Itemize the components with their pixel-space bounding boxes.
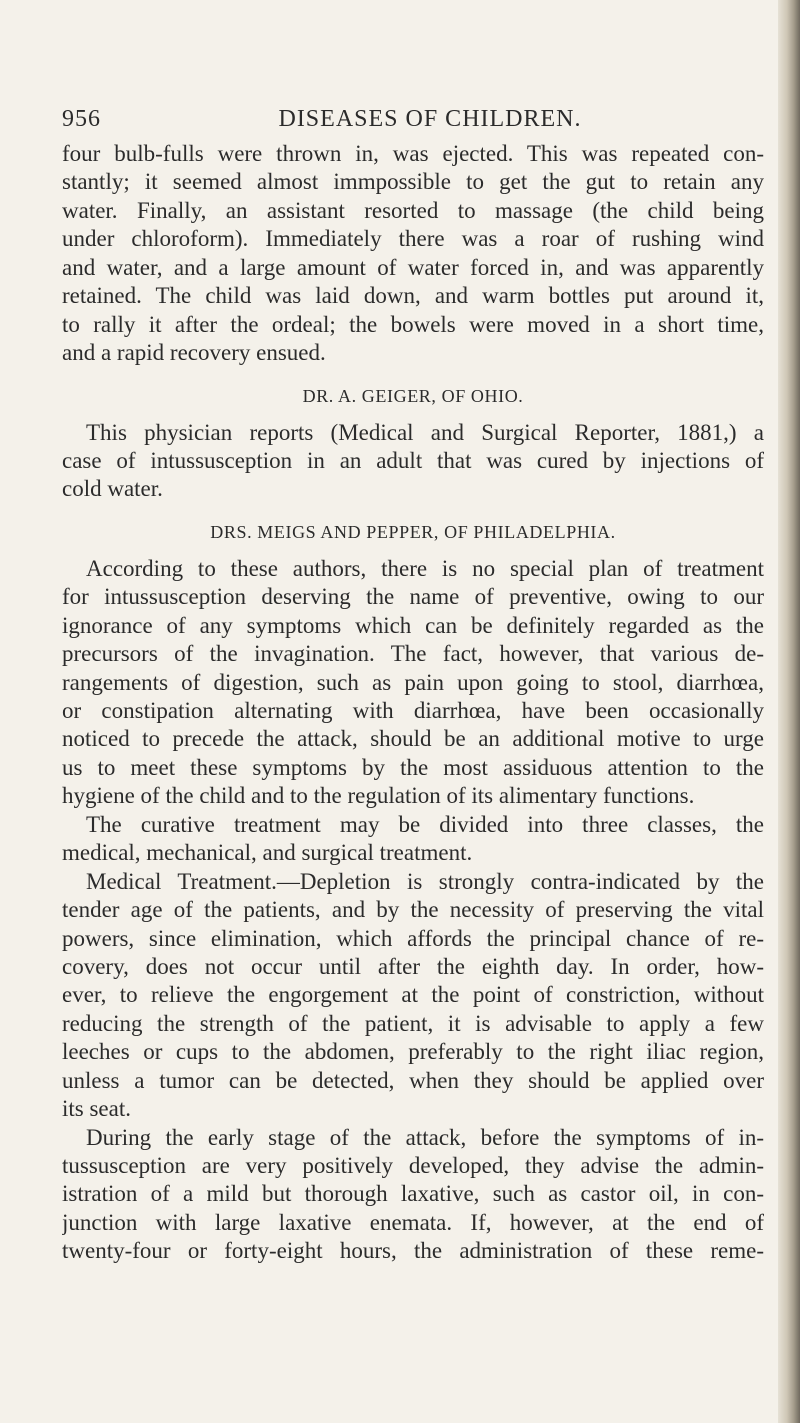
text-line: junction with large laxative enemata. If, however, at the end of <box>62 1209 764 1235</box>
text-line: powers, since elimination, which affords the principal chance of re- <box>62 925 764 951</box>
text-line: ignorance of any symptoms which can be definitely regarded as the <box>62 612 764 638</box>
text-line: or constipation alternating with diarrhœa, have been occasionally <box>62 698 764 723</box>
text-line: tender age of the patients, and by the necessity of preserving the vital <box>62 897 764 923</box>
text-line: four bulb-fulls were thrown in, was ejected. This was repeated con- <box>62 141 764 166</box>
text-line: and a rapid recovery ensued. <box>62 340 326 366</box>
text-line: Medical Treatment.—Depletion is strongly contra-indicated by the <box>86 868 764 894</box>
page-body <box>62 140 764 1266</box>
page-number: 956 <box>62 106 101 132</box>
text-line: tussusception are very positively developed, they advise the admin- <box>62 1153 764 1178</box>
text-line: istration of a mild but thorough laxative, such as castor oil, in con- <box>62 1181 764 1207</box>
text-line: to rally it after the ordeal; the bowels were moved in a short time, <box>62 311 764 337</box>
text-line: precursors of the invagination. The fact, however, that various de- <box>62 641 764 667</box>
text-line: hygiene of the child and to the regulation of its alimentary functions. <box>62 783 695 809</box>
text-line: reducing the strength of the patient, it is advisable to apply a few <box>62 1010 764 1036</box>
text-line: This physician reports (Medical and Surgical Reporter, 1881,) a <box>86 419 764 445</box>
text-line: rangements of digestion, such as pain upon going to stool, diarrhœa, <box>62 669 764 695</box>
running-title: DISEASES OF CHILDREN. <box>278 106 582 132</box>
text-line: During the early stage of the attack, before the symptoms of in- <box>86 1124 764 1150</box>
text-line: and water, and a large amount of water forced in, and was apparently <box>62 254 764 280</box>
text-line: covery, does not occur until after the eighth day. In order, how- <box>62 953 764 979</box>
text-line: ever, to relieve the engorgement at the point of constriction, without <box>62 982 764 1008</box>
text-line: cold water. <box>62 476 163 502</box>
section-heading: DR. A. GEIGER, OF OHIO. <box>302 385 524 406</box>
text-line: According to these authors, there is no special plan of treatment <box>86 555 764 581</box>
text-line: its seat. <box>62 1096 131 1122</box>
text-line: medical, mechanical, and surgical treatment. <box>62 840 473 866</box>
text-line: for intussusception deserving the name of preventive, owing to our <box>62 584 764 610</box>
text-line: us to meet these symptoms by the most assiduous attention to the <box>62 754 764 780</box>
text-line: unless a tumor can be detected, when they should be applied over <box>62 1067 764 1093</box>
page-edge <box>778 0 800 1423</box>
text-line: stantly; it seemed almost immpossible to get the gut to retain any <box>62 169 764 195</box>
text-line: case of intussusception in an adult that was cured by injections of <box>62 447 764 473</box>
text-line: The curative treatment may be divided into three classes, the <box>86 811 764 837</box>
text-line: retained. The child was laid down, and warm bottles put around it, <box>62 283 764 309</box>
text-line: under chloroform). Immediately there was a roar of rushing wind <box>62 226 764 252</box>
text-line: water. Finally, an assistant resorted to massage (the child being <box>62 197 764 223</box>
text-line: noticed to precede the attack, should be an additional motive to urge <box>62 726 764 752</box>
section-heading: DRS. MEIGS AND PEPPER, OF PHILADELPHIA. <box>210 521 616 542</box>
text-line: leeches or cups to the abdomen, preferably to the right iliac region, <box>62 1039 764 1065</box>
text-line: twenty-four or forty-eight hours, the administration of these reme- <box>62 1238 764 1264</box>
